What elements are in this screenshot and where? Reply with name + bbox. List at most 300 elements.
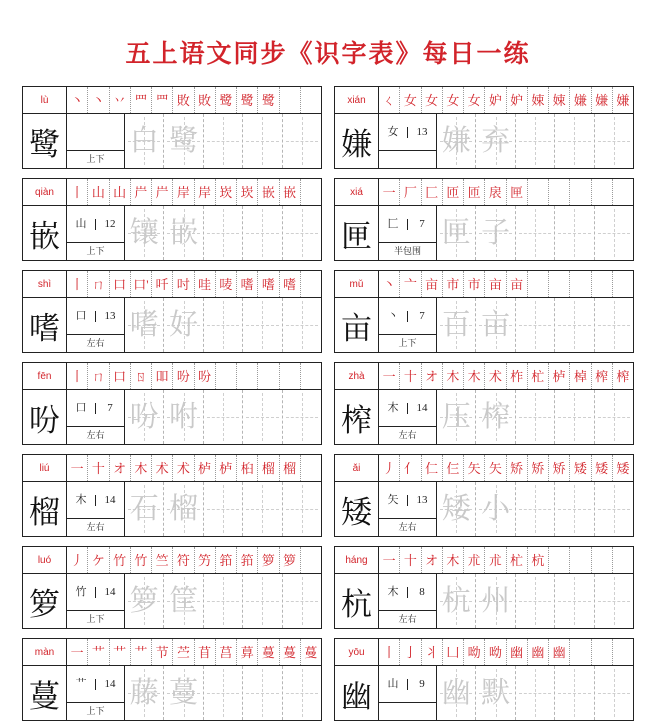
practice-ghost-character: 石 [129,492,159,525]
guide-line-vertical [574,485,575,533]
stroke-step: 术 [173,455,194,481]
practice-box[interactable] [243,114,282,168]
practice-box[interactable] [516,298,555,352]
practice-box[interactable] [125,298,164,352]
guide-line-vertical [223,301,224,349]
guide-line-vertical [535,117,536,165]
practice-box[interactable] [516,666,555,720]
practice-ghost-character: 榴 [169,492,199,525]
guide-line-vertical [614,209,615,257]
guide-line-vertical [535,393,536,441]
stroke-step: 筘 [237,547,258,573]
stroke-step: 嵌 [280,179,301,205]
stroke-step: 矫 [528,455,549,481]
practice-ghost-character: 吩 [129,400,159,433]
character-info [67,574,125,628]
stroke-step [528,271,549,297]
character-card [22,270,322,353]
stroke-step: 矮 [570,455,591,481]
guide-line-vertical [535,669,536,717]
stroke-step: 艹 [110,639,131,665]
stroke-order-cells [67,455,321,481]
stroke-step: 箩 [258,547,279,573]
radical-label: 山 [379,679,408,690]
stroke-step: 娕 [528,87,549,113]
stroke-step: 鹭 [258,87,279,113]
stroke-step: 呦 [485,639,506,665]
practice-ghost-character: 压 [441,400,471,433]
character-card [334,546,634,629]
main-character: 箩 [23,574,67,628]
stroke-step: 唛 [216,271,237,297]
stroke-step: 凵 [443,639,464,665]
practice-box[interactable] [125,114,164,168]
practice-box[interactable] [437,206,476,260]
practice-box[interactable] [164,206,203,260]
character-body-row [23,482,321,536]
stroke-step: 嵌 [258,179,279,205]
pinyin-label: qiàn [23,179,67,205]
stroke-step: 吅 [152,363,173,389]
stroke-step: 栌 [195,455,216,481]
stroke-step: 杭 [528,547,549,573]
practice-box[interactable] [516,390,555,444]
stroke-step: 市 [464,271,485,297]
character-info [67,390,125,444]
stroke-step: 丿 [67,547,88,573]
practice-box[interactable] [516,114,555,168]
guide-line-vertical [535,577,536,625]
practice-box[interactable] [516,574,555,628]
stroke-count-label: 8 [419,585,425,598]
practice-boxes [125,666,321,720]
stroke-step: 竹 [110,547,131,573]
stroke-step: 竹 [131,547,152,573]
stroke-step: 节 [152,639,173,665]
practice-box[interactable] [125,574,164,628]
stroke-step: 崁 [237,179,258,205]
character-info [67,114,125,168]
practice-box[interactable] [476,114,515,168]
guide-line-vertical [302,117,303,165]
character-body-row [335,390,633,444]
practice-box[interactable] [243,298,282,352]
practice-box[interactable] [204,390,243,444]
radical-stroke-row [379,574,436,611]
stroke-step: 妒 [485,87,506,113]
character-body-row [335,114,633,168]
stroke-count-label: 7 [107,401,113,414]
structure-label: 左右 [398,430,417,440]
practice-ghost-character: 默 [481,676,511,709]
main-character: 幽 [335,666,379,720]
practice-box[interactable] [204,666,243,720]
main-character: 嵌 [23,206,67,260]
character-body-row [23,390,321,444]
practice-box[interactable] [204,482,243,536]
guide-line-vertical [614,393,615,441]
practice-ghost-character: 小 [481,492,511,525]
practice-box[interactable] [437,298,476,352]
practice-box[interactable] [595,666,633,720]
stroke-step: 桕 [237,455,258,481]
main-character: 嫌 [335,114,379,168]
radical-stroke-row [67,114,124,151]
stroke-step: 木 [443,547,464,573]
stroke-step: 一 [67,639,88,665]
practice-box[interactable] [243,390,282,444]
stroke-step: 竻 [195,547,216,573]
stroke-step: 符 [173,547,194,573]
character-card [334,86,634,169]
practice-box[interactable] [243,666,282,720]
practice-box[interactable] [204,574,243,628]
main-character: 嗜 [23,298,67,352]
stroke-step [570,547,591,573]
stroke-step: 口' [131,271,152,297]
stroke-step: 一 [67,455,88,481]
stroke-step: 艹 [131,639,152,665]
practice-box[interactable] [516,206,555,260]
radical-stroke-row [67,482,124,519]
stroke-step: ㄇ [88,363,109,389]
stroke-order-row [335,547,633,574]
stroke-step: 矢 [464,455,485,481]
practice-ghost-character: 子 [481,216,511,249]
guide-line-vertical [223,485,224,533]
practice-box[interactable] [437,114,476,168]
stroke-order-row [23,179,321,206]
practice-ghost-character: 嗜 [129,308,159,341]
practice-box[interactable] [125,206,164,260]
stroke-step: 木 [131,455,152,481]
practice-box[interactable] [437,666,476,720]
guide-line-vertical [223,209,224,257]
practice-box[interactable] [476,298,515,352]
practice-boxes [125,206,321,260]
character-body-row [23,666,321,720]
stroke-step: 山 [88,179,109,205]
pinyin-label: lù [23,87,67,113]
practice-box[interactable] [164,482,203,536]
character-info [379,666,437,720]
structure-label: 半包围 [393,246,421,256]
stroke-step: 嗜 [258,271,279,297]
practice-ghost-character: 好 [169,308,199,341]
practice-box[interactable] [476,666,515,720]
stroke-order-row [335,455,633,482]
stroke-step: 矫 [507,455,528,481]
practice-ghost-character: 筐 [169,584,199,617]
practice-box[interactable] [125,390,164,444]
practice-box[interactable] [164,666,203,720]
pinyin-label: màn [23,639,67,665]
radical-stroke-row [379,390,436,427]
pinyin-label: xián [335,87,379,113]
stroke-step: 嗜 [280,271,301,297]
pinyin-label: mǔ [335,271,379,297]
practice-box[interactable] [283,114,321,168]
structure-label: 上下 [86,706,105,716]
character-body-row [335,482,633,536]
stroke-step: 崁 [216,179,237,205]
radical-label: 山 [67,219,96,230]
stroke-step: 妒 [507,87,528,113]
main-character: 杭 [335,574,379,628]
practice-box[interactable] [595,206,633,260]
stroke-step: 杧 [507,547,528,573]
guide-line-vertical [223,669,224,717]
pinyin-label: fēn [23,363,67,389]
practice-box[interactable] [555,482,594,536]
practice-boxes [437,482,633,536]
stroke-step [301,363,321,389]
stroke-step [592,639,613,665]
stroke-step: 匝 [443,179,464,205]
radical-label: 匚 [379,219,408,230]
guide-line-vertical [535,485,536,533]
character-card [22,362,322,445]
stroke-step: 女 [400,87,421,113]
main-character: 匣 [335,206,379,260]
stroke-step: 幽 [528,639,549,665]
radical-stroke-row [379,206,436,243]
stroke-step: 市 [443,271,464,297]
stroke-step: 仁 [422,455,443,481]
practice-box[interactable] [595,482,633,536]
stroke-step [301,455,321,481]
stroke-step: 幽 [507,639,528,665]
radical-stroke-row [379,298,436,335]
radical-label: 口 [67,311,96,322]
radical-stroke-row [379,114,436,151]
practice-box[interactable] [125,666,164,720]
radical-stroke-row [67,390,124,427]
stroke-step: 一 [379,547,400,573]
radical-stroke-row [67,298,124,335]
radical-label: 艹 [67,679,96,690]
stroke-order-cells [67,87,321,113]
structure-label: 上下 [86,154,105,164]
practice-box[interactable] [555,206,594,260]
stroke-step [528,179,549,205]
practice-ghost-character: 幽 [441,676,471,709]
guide-line-vertical [574,393,575,441]
stroke-step: ケ [88,547,109,573]
practice-ghost-character: 匣 [441,216,471,249]
practice-ghost-character: 榨 [481,400,511,433]
practice-box[interactable] [283,298,321,352]
structure-label: 左右 [86,338,105,348]
stroke-step: 榨 [592,363,613,389]
guide-line-vertical [223,577,224,625]
stroke-step: 术 [152,455,173,481]
practice-box[interactable] [437,574,476,628]
character-info [67,482,125,536]
stroke-step [592,271,613,297]
stroke-step: 十 [400,547,421,573]
stroke-step: 朮 [485,547,506,573]
stroke-count-label: 13 [104,309,116,322]
guide-line-vertical [223,117,224,165]
practice-box[interactable] [243,482,282,536]
character-body-row [23,114,321,168]
practice-box[interactable] [555,666,594,720]
pinyin-label: ǎi [335,455,379,481]
practice-box[interactable] [476,574,515,628]
stroke-order-cells [379,87,633,113]
practice-boxes [125,482,321,536]
radical-label: 口 [67,403,96,414]
stroke-step: 扆 [485,179,506,205]
character-body-row [23,206,321,260]
radical-label: 木 [67,495,96,506]
stroke-step: 萛 [237,639,258,665]
practice-box[interactable] [283,574,321,628]
practice-box[interactable] [555,390,594,444]
stroke-step: 十 [88,455,109,481]
stroke-count-label: 7 [419,309,425,322]
stroke-step: 箩 [280,547,301,573]
practice-box[interactable] [516,482,555,536]
stroke-step: 岸 [173,179,194,205]
stroke-step [570,639,591,665]
character-card [22,178,322,261]
stroke-step [549,547,570,573]
guide-line-vertical [302,393,303,441]
stroke-step: 亩 [485,271,506,297]
stroke-order-cells [379,363,633,389]
practice-box[interactable] [164,574,203,628]
character-body-row [335,206,633,260]
stroke-step: オ [422,547,443,573]
practice-box[interactable] [595,298,633,352]
stroke-step [613,639,633,665]
guide-line-vertical [574,577,575,625]
practice-box[interactable] [595,114,633,168]
stroke-step: 山 [110,179,131,205]
character-card [22,86,322,169]
stroke-step: 亅 [400,639,421,665]
pinyin-label: xiá [335,179,379,205]
stroke-order-row [23,363,321,390]
practice-box[interactable] [283,206,321,260]
practice-boxes [125,390,321,444]
stroke-count-label: 9 [419,677,425,690]
pinyin-label: yōu [335,639,379,665]
stroke-step: 矫 [549,455,570,481]
practice-box[interactable] [476,206,515,260]
stroke-step: 口 [110,363,131,389]
stroke-step: 十 [400,363,421,389]
stroke-step: 仨 [443,455,464,481]
stroke-order-row [23,87,321,114]
main-character: 吩 [23,390,67,444]
stroke-step: 女 [422,87,443,113]
practice-ghost-character: 嫌 [441,124,471,157]
practice-box[interactable] [555,114,594,168]
practice-box[interactable] [437,390,476,444]
stroke-step: オ [422,363,443,389]
radical-label: 女 [379,127,408,138]
practice-box[interactable] [476,390,515,444]
practice-box[interactable] [204,206,243,260]
stroke-order-cells [379,179,633,205]
practice-box[interactable] [555,574,594,628]
stroke-step: ㄖ [131,363,152,389]
practice-box[interactable] [595,390,633,444]
practice-box[interactable] [164,114,203,168]
stroke-step: 丶 [67,87,88,113]
character-body-row [335,298,633,352]
stroke-step: 娕 [549,87,570,113]
practice-box[interactable] [283,482,321,536]
stroke-step: 亠 [400,271,421,297]
stroke-step: 吋 [173,271,194,297]
practice-boxes [437,574,633,628]
stroke-step: 匚 [422,179,443,205]
stroke-order-row [23,271,321,298]
practice-ghost-character: 嵌 [169,216,199,249]
stroke-step: 吩 [173,363,194,389]
stroke-step: 术 [485,363,506,389]
stroke-step: 岸 [195,179,216,205]
structure-label: 上下 [86,614,105,624]
practice-box[interactable] [164,390,203,444]
pinyin-label: luó [23,547,67,573]
stroke-step [301,87,321,113]
stroke-count-label: 12 [104,217,116,230]
practice-ghost-character: 百 [441,308,471,341]
practice-box[interactable] [243,574,282,628]
stroke-step: 蔓 [280,639,301,665]
practice-box[interactable] [204,298,243,352]
practice-ghost-character: 藤 [129,676,159,709]
stroke-step: 苎 [173,639,194,665]
stroke-step [301,179,321,205]
stroke-step: 一 [379,363,400,389]
practice-box[interactable] [243,206,282,260]
character-info [379,114,437,168]
main-character: 榴 [23,482,67,536]
stroke-step: 丶 [379,271,400,297]
practice-box[interactable] [164,298,203,352]
practice-ghost-character: 亩 [481,308,511,341]
stroke-step: 匣 [507,179,528,205]
character-info [67,666,125,720]
stroke-order-cells [379,547,633,573]
practice-box[interactable] [595,574,633,628]
practice-box[interactable] [555,298,594,352]
practice-box[interactable] [283,390,321,444]
guide-line-vertical [574,209,575,257]
structure-label: 上下 [86,246,105,256]
practice-box[interactable] [476,482,515,536]
practice-ghost-character: 矮 [441,492,471,525]
stroke-step: 丶 [88,87,109,113]
character-card [334,638,634,721]
practice-box[interactable] [204,114,243,168]
stroke-order-cells [67,363,321,389]
practice-box[interactable] [437,482,476,536]
practice-ghost-character: 镶 [129,216,159,249]
stroke-step: オ [110,455,131,481]
practice-ghost-character: 州 [481,584,511,617]
stroke-step: 榴 [258,455,279,481]
practice-box[interactable] [283,666,321,720]
practice-box[interactable] [125,482,164,536]
practice-boxes [437,390,633,444]
